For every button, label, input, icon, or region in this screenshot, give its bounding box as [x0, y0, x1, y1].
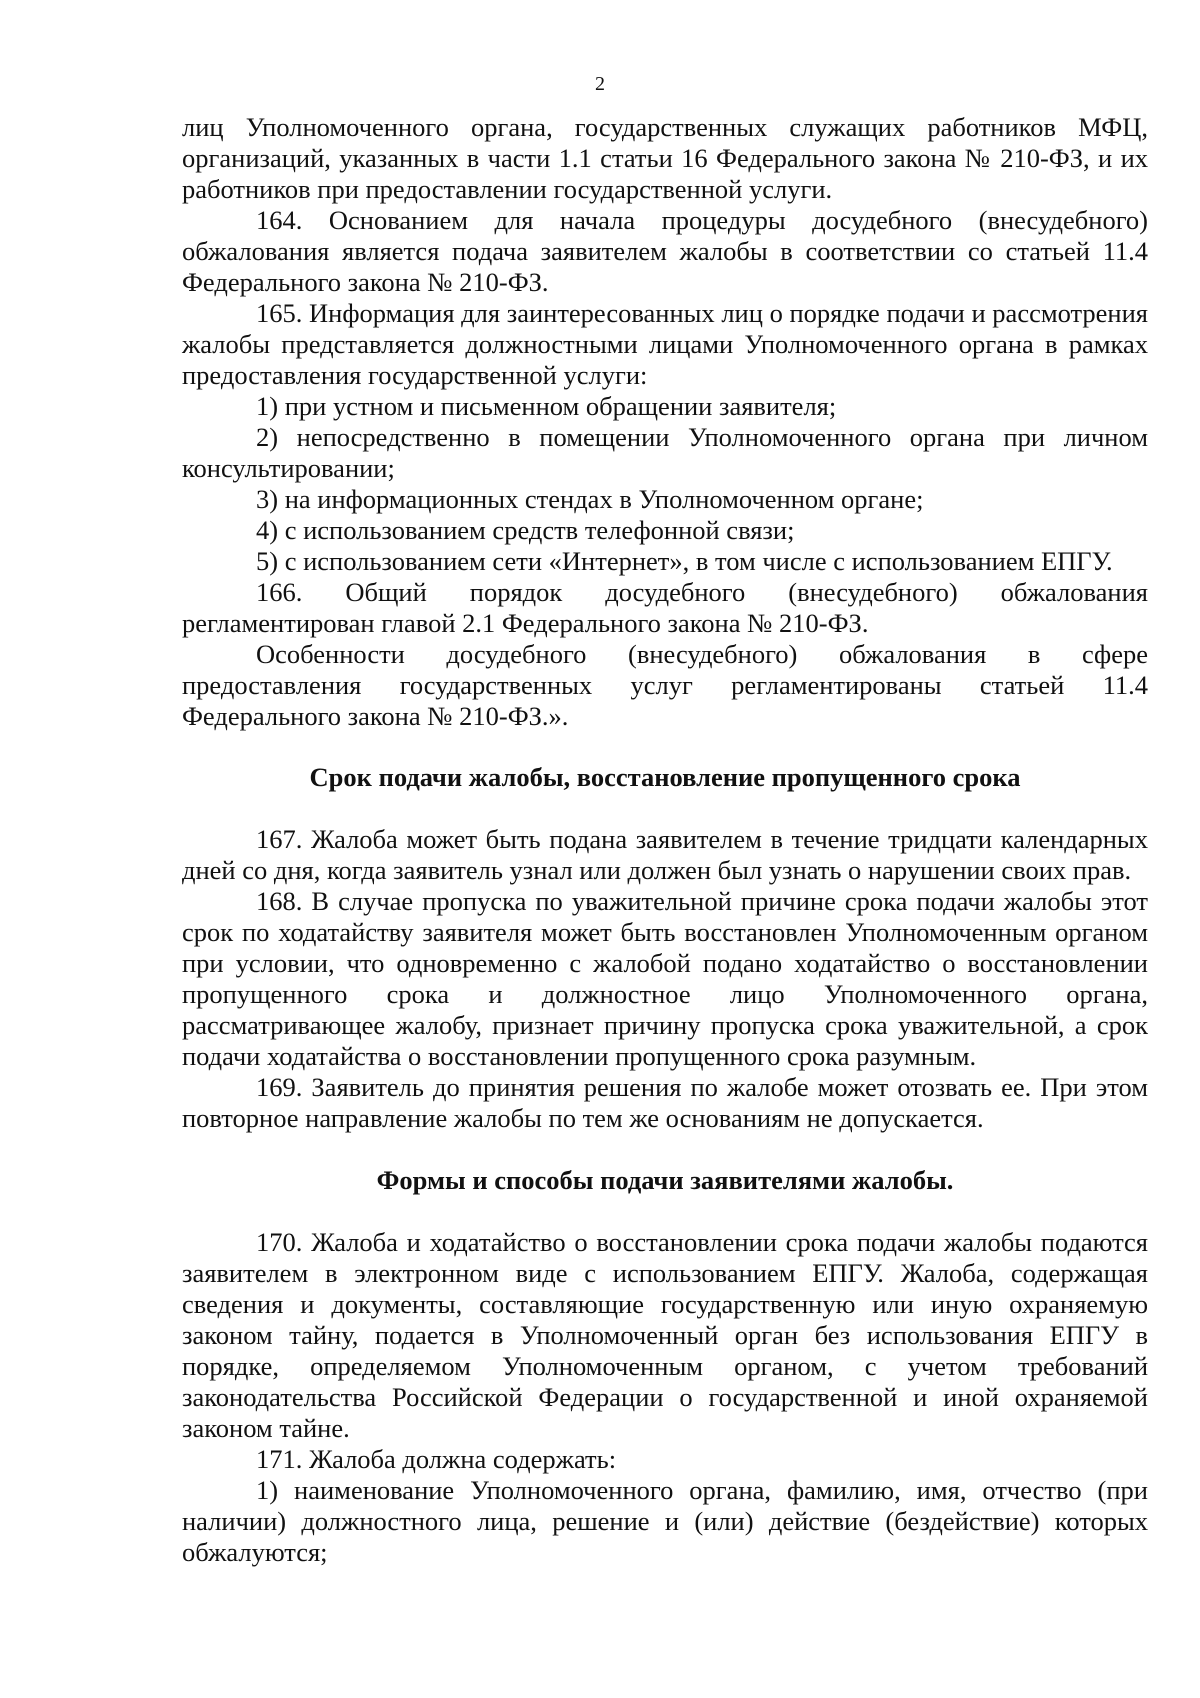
paragraph-167: 167. Жалоба может быть подана заявителем в течение тридцати календарных дней со дня, когда заявитель узнал или должен был узнать о нарушении своих прав.	[182, 824, 1148, 885]
section-heading-deadline: Срок подачи жалобы, восстановление пропущенного срока	[309, 762, 1021, 792]
list-item-5: 5) с использованием сети «Интернет», в том числе с использованием ЕПГУ.	[256, 546, 1113, 576]
section-heading-forms: Формы и способы подачи заявителями жалобы.	[376, 1165, 954, 1195]
list-item-2: 2) непосредственно в помещении Уполномоченного органа при личном консультировании;	[182, 422, 1148, 483]
paragraph-164: 164. Основанием для начала процедуры досудебного (внесудебного) обжалования является подача заявителем жалобы в соответствии со статьей 11.4 Федерального закона № 210-ФЗ.	[182, 205, 1148, 297]
paragraph-171: 171. Жалоба должна содержать:	[256, 1444, 617, 1474]
paragraph-165: 165. Информация для заинтересованных лиц о порядке подачи и рассмотрения жалобы представляется должностными лицами Уполномоченного органа в рамках предоставления государственной услуги:	[182, 298, 1148, 390]
paragraph-168: 168. В случае пропуска по уважительной причине срока подачи жалобы этот срок по ходатайству заявителя может быть восстановлен Уполномоченным органом при условии, что одновременно с жалобой подано ходатайство о восстановлении пропущенного срока и должностное лицо Уполномоченного органа, рассматривающее жалобу, признает причину пропуска срока уважительной, а срок подачи ходатайства о восстановлении пропущенного срока разумным.	[182, 886, 1148, 1071]
document-body	[182, 112, 1148, 1568]
page-number: 2	[595, 73, 605, 95]
list-item-3: 3) на информационных стендах в Уполномоченном органе;	[256, 484, 924, 514]
paragraph-166: 166. Общий порядок досудебного (внесудебного) обжалования регламентирован главой 2.1 Федерального закона № 210-ФЗ.	[182, 577, 1148, 638]
paragraph-166-features: Особенности досудебного (внесудебного) обжалования в сфере предоставления государственных услуг регламентированы статьей 11.4 Федерального закона № 210-ФЗ.».	[182, 639, 1148, 731]
paragraph-170: 170. Жалоба и ходатайство о восстановлении срока подачи жалобы подаются заявителем в электронном виде с использованием ЕПГУ. Жалоба, содержащая сведения и документы, составляющие государственную или иную охраняемую законом тайну, подается в Уполномоченный орган без использования ЕПГУ в порядке, определяемом Уполномоченным органом, с учетом требований законодательства Российской Федерации о государственной и иной охраняемой законом тайне.	[182, 1227, 1148, 1443]
list-item-4: 4) с использованием средств телефонной связи;	[256, 515, 795, 545]
list-item-1: 1) при устном и письменном обращении заявителя;	[256, 391, 837, 421]
list-item-171-1: 1) наименование Уполномоченного органа, фамилию, имя, отчество (при наличии) должностного лица, решение и (или) действие (бездействие) которых обжалуются;	[182, 1475, 1148, 1567]
paragraph-169: 169. Заявитель до принятия решения по жалобе может отозвать ее. При этом повторное направление жалобы по тем же основаниям не допускается.	[182, 1072, 1148, 1133]
paragraph-continuation: лиц Уполномоченного органа, государственных служащих работников МФЦ, организаций, указанных в части 1.1 статьи 16 Федерального закона № 210-ФЗ, и их работников при предоставлении государственной услуги.	[182, 112, 1148, 204]
